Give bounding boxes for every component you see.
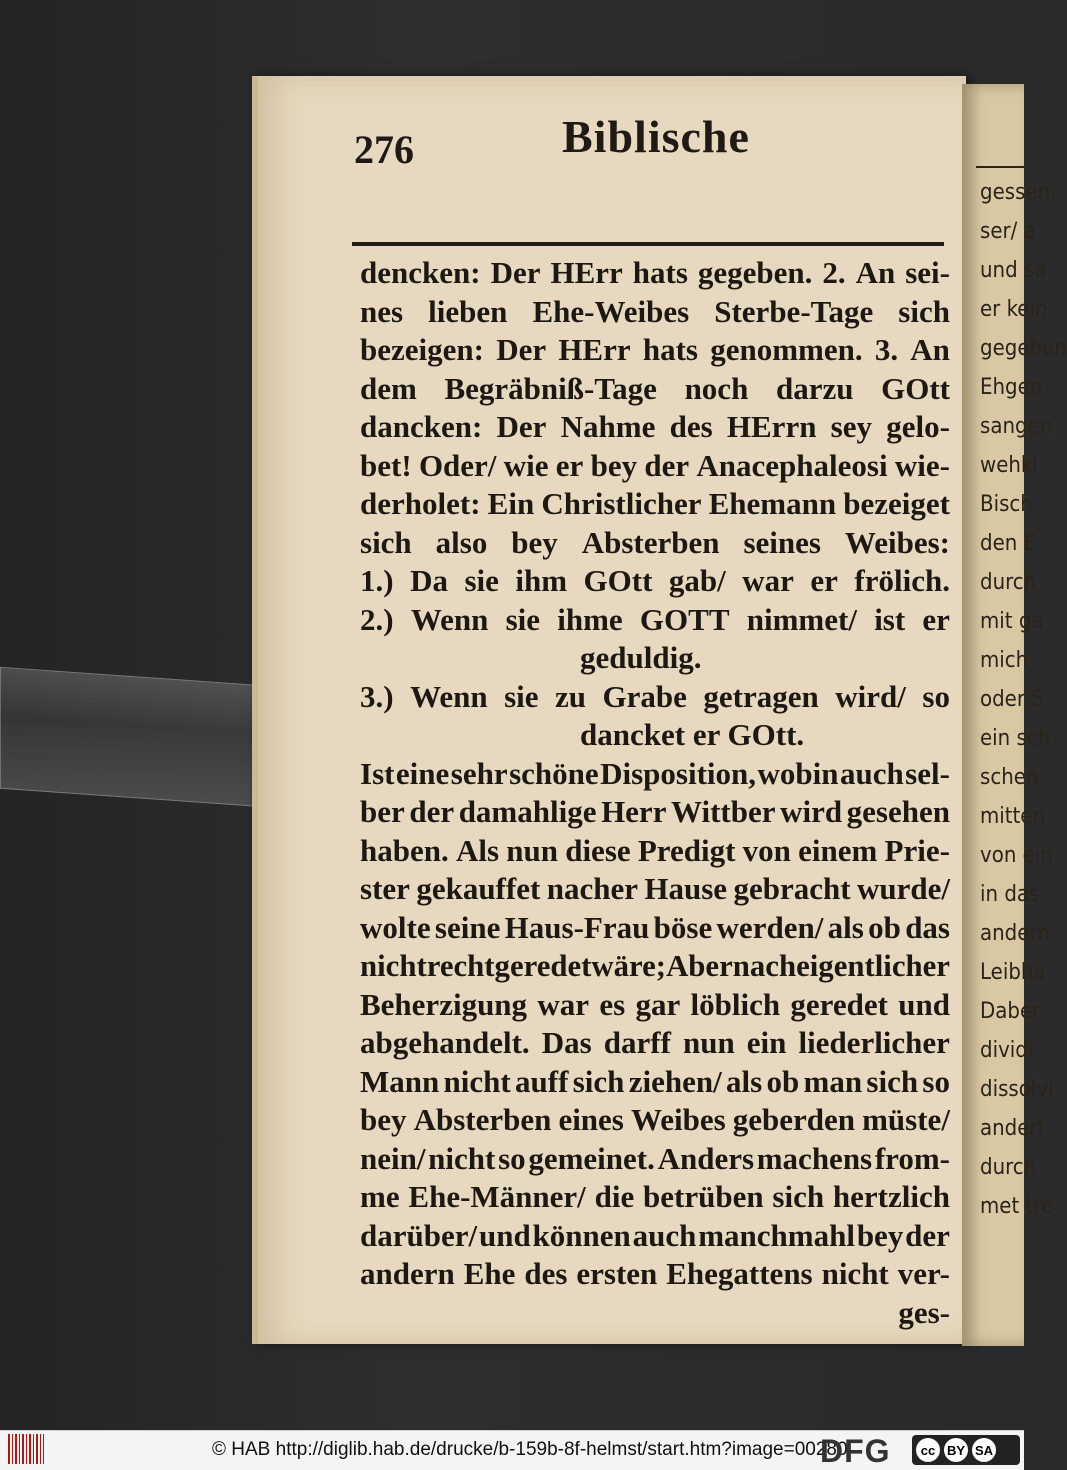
word: GOTT (639, 601, 730, 637)
word: gelo- (886, 409, 950, 444)
word: nacher (546, 871, 638, 906)
word: sei- (905, 255, 950, 290)
sa-icon: SA (972, 1438, 996, 1462)
word: 2. (822, 255, 846, 290)
text-line (360, 370, 950, 409)
word: Als (455, 832, 500, 868)
word: GOtt (583, 563, 653, 598)
word: er (555, 447, 584, 483)
word: Ehe-Männer/ (408, 1179, 586, 1214)
word: derholet: (360, 486, 481, 521)
word: wie (503, 447, 549, 483)
word: Der (496, 409, 547, 444)
next-page-fragment: andern (980, 921, 1050, 946)
text-line (360, 1024, 950, 1063)
word: ihm (515, 563, 568, 598)
text-line (360, 447, 950, 486)
word: bey (511, 524, 558, 560)
word: hats (632, 255, 688, 290)
word: Beherzigung (360, 986, 528, 1022)
next-page-fragment: oder S (980, 687, 1044, 712)
page-header (344, 110, 954, 172)
word: seines (743, 524, 821, 560)
text-line (360, 601, 950, 640)
next-page-fragment: in das (980, 882, 1040, 907)
word: recht (426, 949, 495, 983)
word: 3. (874, 332, 899, 367)
word: wird (780, 794, 843, 829)
word: einem (798, 832, 878, 868)
word: GOtt (881, 370, 950, 406)
page-number: 276 (354, 127, 414, 172)
text-line (360, 909, 950, 948)
word: HErrn (726, 409, 817, 444)
word: manchmahl (698, 1217, 855, 1253)
text-line (360, 524, 950, 563)
next-page-fragment: schen (980, 765, 1039, 790)
word: darzu (775, 370, 854, 406)
word: Wenn (410, 601, 489, 637)
word: 2.) (360, 601, 394, 637)
word: wäre; (591, 949, 667, 983)
word: Nahme (560, 409, 656, 444)
word: man (803, 1063, 863, 1099)
next-page-fragment: den E (980, 531, 1037, 556)
word: Ist (360, 755, 395, 791)
word: auch (632, 1217, 697, 1253)
word: noch (684, 370, 749, 406)
word: wurde/ (856, 871, 950, 906)
word: nun (682, 1025, 735, 1060)
credit-text[interactable]: © HAB http://diglib.hab.de/drucke/b-159b-8f-helmst/start.htm?image=00280 (212, 1439, 848, 1460)
next-page-fragment: ser/ a (980, 219, 1036, 244)
text-line (360, 1217, 950, 1256)
word: gekauffet (416, 871, 541, 906)
word: dem (360, 370, 417, 406)
word: Ehegattens (666, 1256, 813, 1291)
next-page-fragment: ein sch (980, 726, 1051, 751)
text-line (360, 331, 950, 370)
running-head: Biblische (562, 111, 750, 162)
word: HErr (550, 255, 623, 290)
word: genommen. (710, 332, 863, 367)
text-line: ges- (898, 1294, 950, 1330)
word: Ehe (463, 1256, 516, 1291)
text-line (360, 947, 950, 986)
word: 1.) (360, 563, 394, 598)
word: sie (505, 601, 541, 637)
next-page-fragment: mich (980, 648, 1029, 673)
word: nicht (428, 1140, 496, 1176)
word: Ehemann (708, 486, 837, 521)
word: auch (839, 755, 904, 791)
word: müste/ (862, 1102, 950, 1137)
word: seine (434, 909, 501, 945)
next-page-fragment: Bisch (980, 492, 1033, 517)
next-page-fragment: und sa (980, 258, 1047, 283)
word: andern (360, 1256, 455, 1291)
next-page-fragment: sangen (980, 414, 1053, 439)
text-line (360, 793, 950, 832)
word: sich (898, 293, 950, 329)
word: sie (464, 563, 499, 598)
word: An (855, 255, 896, 290)
word: nimmet/ (746, 601, 857, 637)
word: Weibes (630, 1102, 726, 1137)
footer-bar (0, 1430, 1024, 1470)
word: Haus-Frau (504, 909, 650, 945)
word: also (435, 524, 488, 560)
word: war (537, 986, 590, 1022)
text-line (360, 1063, 950, 1102)
word: lieben (428, 293, 508, 329)
word: darff (603, 1025, 671, 1060)
text-line (360, 1255, 950, 1294)
word: haben. (360, 832, 449, 868)
word: ver- (897, 1256, 950, 1291)
word: Ein (487, 486, 535, 521)
word: auff (515, 1063, 569, 1099)
word: eine (395, 755, 450, 791)
word: liederlicher (798, 1025, 950, 1060)
word: bezeigen: (360, 332, 484, 367)
text-line (360, 1140, 950, 1179)
word: bezeiget (843, 486, 950, 521)
word: ob (766, 1063, 800, 1099)
word: können (532, 1217, 631, 1253)
word: Ehe-Weibes (532, 293, 690, 329)
next-page-fragment: Daber (980, 999, 1041, 1024)
word: HErr (558, 332, 631, 367)
word: nicht (821, 1256, 889, 1291)
text-line (360, 678, 950, 717)
next-page-fragment: wehkl (980, 453, 1038, 478)
word: es (599, 986, 626, 1022)
word: wird/ (835, 678, 906, 714)
text-line (360, 1101, 950, 1140)
word: 3.) (360, 678, 394, 714)
word: eines (558, 1102, 624, 1137)
word: sich (360, 524, 412, 560)
word: sel- (905, 755, 950, 791)
word: sehr (450, 755, 508, 791)
word: Der (496, 332, 547, 367)
word: gab/ (668, 563, 726, 598)
word: Sterbe-Tage (714, 293, 874, 329)
hab-logo-icon (8, 1434, 44, 1464)
next-page-fragment: gessen. (980, 180, 1057, 205)
next-page-fragment: mitten (980, 804, 1046, 829)
word: sie (504, 678, 539, 714)
word: sey (830, 409, 872, 444)
text-line (360, 485, 950, 524)
text-line (360, 254, 950, 293)
text-line (360, 1178, 950, 1217)
word: Herr (601, 794, 667, 829)
word: schöne (509, 755, 599, 791)
word: nes (360, 293, 404, 329)
word: bey (590, 447, 638, 483)
next-page-rule (976, 166, 1024, 168)
cc-icon: cc (916, 1438, 940, 1462)
word: bey (856, 1217, 904, 1253)
cc-license-icon[interactable] (912, 1435, 1020, 1465)
next-page-fragment: durch (980, 570, 1037, 595)
word: hertzlich (832, 1179, 950, 1214)
word: nein/ (360, 1140, 426, 1176)
word: damahlige (458, 794, 597, 829)
word: er (922, 601, 950, 637)
word: geredet (790, 986, 888, 1022)
word: Grabe (602, 678, 687, 714)
text-line (360, 408, 950, 447)
next-page-fragment: dividi (980, 1038, 1034, 1063)
body-text (360, 254, 950, 1332)
word: nun (506, 832, 558, 868)
word: Das (541, 1025, 592, 1060)
word: werden/ (716, 909, 824, 945)
word: so (922, 678, 950, 714)
word: der (409, 794, 455, 829)
word: böse (653, 909, 713, 945)
word: nach (732, 949, 797, 983)
word: dencken: (360, 255, 481, 290)
word: löblich (690, 986, 781, 1022)
word: wie- (894, 447, 950, 483)
word: Hause (644, 871, 728, 906)
text-line: geduldig. (580, 640, 702, 675)
next-page-fragment: andert (980, 1116, 1046, 1141)
word: Predigt (637, 832, 736, 868)
word: und (478, 1217, 531, 1253)
word: wobin (757, 755, 839, 791)
text-line (360, 562, 950, 601)
word: sich (866, 1063, 919, 1099)
next-page-edge (962, 84, 1067, 1346)
word: der (905, 1217, 950, 1253)
word: gemeinet. (528, 1140, 655, 1176)
word: Aber (666, 949, 733, 983)
dfg-logo: DFG (820, 1433, 891, 1469)
word: Absterben (581, 524, 720, 560)
header-rule (352, 242, 944, 246)
word: Anacephaleosi (696, 447, 888, 483)
word: und (898, 986, 950, 1022)
word: so (922, 1063, 950, 1099)
text-line (360, 755, 950, 794)
word: Christlicher (541, 486, 702, 521)
word: Prie- (884, 832, 950, 868)
word: Oder/ (418, 447, 497, 483)
word: bey (360, 1102, 407, 1137)
word: eigentlicher (796, 949, 950, 983)
word: Absterben (413, 1102, 552, 1137)
text-line (360, 293, 950, 332)
word: Mann (360, 1063, 440, 1099)
next-page-fragment: met tre (980, 1194, 1054, 1219)
word: nicht (360, 949, 427, 983)
word: Der (490, 255, 541, 290)
word: gegeben. (697, 255, 813, 290)
word: hats (642, 332, 698, 367)
text-line (360, 870, 950, 909)
word: des (669, 409, 713, 444)
next-page-fragment: Ehgen (980, 375, 1043, 400)
word: von (742, 832, 791, 868)
word: Wenn (410, 678, 488, 714)
word: me (360, 1179, 400, 1214)
word: Wittber (671, 794, 776, 829)
word: Weibes: (844, 524, 950, 560)
word: wolte (360, 909, 431, 945)
word: ersten (576, 1256, 658, 1291)
word: ziehen/ (628, 1063, 722, 1099)
word: abgehandelt. (360, 1025, 530, 1060)
word: das (905, 909, 950, 945)
next-page-fragment: gegeben (980, 336, 1067, 361)
next-page-fragment: er kein (980, 297, 1048, 322)
word: bet! (360, 447, 412, 483)
word: ist (874, 601, 906, 637)
word: so (498, 1140, 526, 1176)
next-page-fragment: dissolvi (980, 1077, 1054, 1102)
word: from- (874, 1140, 950, 1176)
text-line: dancket er GOtt. (580, 717, 805, 752)
word: geberden (732, 1102, 856, 1137)
text-line (360, 832, 950, 871)
text-line (360, 986, 950, 1025)
word: ihme (557, 601, 623, 637)
word: Begräbniß-Tage (444, 370, 657, 406)
word: geredet (494, 949, 592, 983)
word: als (827, 909, 864, 945)
word: machens (756, 1140, 873, 1176)
word: des (524, 1256, 568, 1291)
next-page-fragment: mit ga (980, 609, 1044, 634)
word: sich (772, 1179, 825, 1214)
word: gar (635, 986, 681, 1022)
word: darüber/ (360, 1217, 478, 1253)
word: ster (360, 871, 410, 906)
word: Disposition, (600, 755, 757, 791)
word: sich (572, 1063, 625, 1099)
book-page (252, 76, 966, 1344)
next-page-fragment: durch (980, 1155, 1037, 1180)
word: gebracht (733, 871, 851, 906)
next-page-fragment: von ein (980, 843, 1053, 868)
word: zu (555, 678, 587, 714)
word: Anders (657, 1140, 755, 1176)
word: getragen (703, 678, 819, 714)
word: die (594, 1179, 635, 1214)
word: ob (868, 909, 901, 945)
word: als (726, 1063, 763, 1099)
word: ber (360, 794, 405, 829)
word: diese (565, 832, 631, 868)
next-page-fragment: Leibha (980, 960, 1046, 985)
word: ein (746, 1025, 787, 1060)
word: der (644, 447, 690, 483)
word: frölich. (854, 563, 950, 598)
word: betrüben (643, 1179, 764, 1214)
word: An (910, 332, 950, 367)
word: Da (410, 563, 448, 598)
word: war (742, 563, 794, 598)
word: er (810, 563, 838, 598)
word: gesehen (846, 794, 950, 829)
word: dancken: (360, 409, 483, 444)
word: nicht (443, 1063, 511, 1099)
by-icon: BY (944, 1438, 968, 1462)
